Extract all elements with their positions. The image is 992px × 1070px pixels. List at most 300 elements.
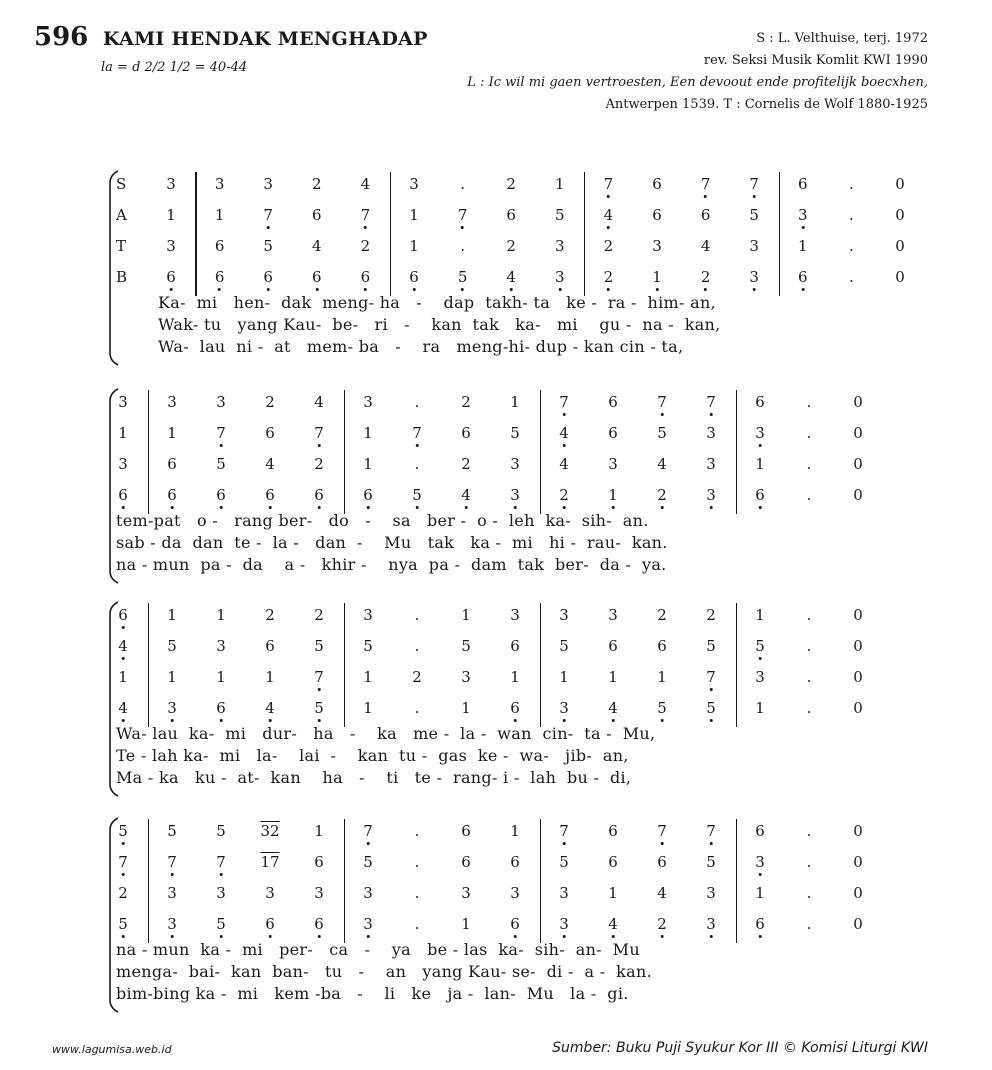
note: 1 — [409, 206, 419, 224]
bar-line — [195, 172, 196, 203]
bar-line — [584, 265, 585, 296]
voice-label: T — [116, 237, 127, 255]
note: 6 — [510, 853, 520, 871]
low-octave-dot — [121, 842, 124, 845]
note: 7 — [263, 206, 273, 224]
note: 4 — [657, 884, 667, 902]
bar-line — [344, 483, 345, 514]
bar-line — [736, 696, 737, 727]
lyric-line: na - mun pa - da a - khir - nya pa - dam tak ber- da - ya. — [116, 555, 667, 574]
low-octave-dot — [364, 226, 367, 229]
bar-line — [736, 483, 737, 514]
note: 2 — [265, 393, 275, 411]
low-octave-dot — [513, 719, 516, 722]
note: 1 — [167, 606, 177, 624]
bar-line — [779, 265, 780, 296]
bar-line — [148, 912, 149, 943]
low-octave-dot — [317, 444, 320, 447]
note: 3 — [559, 699, 569, 717]
note: 4 — [608, 699, 618, 717]
low-octave-dot — [317, 688, 320, 691]
note: 6 — [216, 486, 226, 504]
note: 1 — [461, 699, 471, 717]
note: 1 — [510, 668, 520, 686]
note: 7 — [458, 206, 468, 224]
note: 7 — [706, 393, 716, 411]
low-octave-dot — [562, 444, 565, 447]
note: 3 — [706, 455, 716, 473]
low-octave-dot — [218, 288, 221, 291]
note: 6 — [755, 822, 765, 840]
source-note: Sumber: Buku Puji Syukur Kor III © Komisi Liturgi KWI — [552, 1040, 928, 1056]
bar-line — [390, 234, 391, 265]
low-octave-dot — [219, 873, 222, 876]
bar-line — [344, 390, 345, 421]
low-octave-dot — [758, 935, 761, 938]
bar-line — [148, 819, 149, 850]
note: 5 — [118, 822, 128, 840]
note: 32 — [260, 822, 280, 840]
note: 6 — [214, 237, 225, 255]
bar-line — [540, 603, 541, 634]
note: 6 — [314, 853, 324, 871]
note: 6 — [755, 915, 765, 933]
low-octave-dot — [513, 935, 516, 938]
note: 6 — [700, 206, 711, 224]
low-octave-dot — [366, 506, 369, 509]
note: 2 — [461, 393, 471, 411]
low-octave-dot — [562, 719, 565, 722]
note: 3 — [798, 206, 808, 224]
low-octave-dot — [660, 506, 663, 509]
note: 6 — [755, 393, 765, 411]
note: 6 — [265, 486, 275, 504]
note: 4 — [700, 237, 711, 255]
note: 7 — [361, 206, 371, 224]
note: 7 — [604, 175, 614, 193]
lyric-line: sab - da dan te - la - dan - Mu tak ka - mi hi - rau- kan. — [116, 533, 668, 552]
bar-line — [779, 234, 780, 265]
low-octave-dot — [709, 688, 712, 691]
note: 1 — [265, 668, 275, 686]
note: 1 — [363, 455, 373, 473]
note: 3 — [216, 393, 226, 411]
low-octave-dot — [121, 626, 124, 629]
bar-line — [540, 390, 541, 421]
note: 2 — [314, 606, 324, 624]
note: 6 — [657, 637, 667, 655]
note: 3 — [749, 268, 759, 286]
note: 6 — [798, 175, 808, 193]
note: 6 — [314, 915, 324, 933]
note: 0 — [853, 637, 863, 655]
low-octave-dot — [607, 226, 610, 229]
low-octave-dot — [364, 288, 367, 291]
bar-line — [390, 265, 391, 296]
bar-line — [584, 234, 585, 265]
note: . — [414, 699, 420, 717]
bar-line — [344, 421, 345, 452]
bar-line — [148, 452, 149, 483]
bar-line — [148, 603, 149, 634]
bar-line — [540, 483, 541, 514]
note: 1 — [214, 206, 225, 224]
note: 7 — [216, 424, 226, 442]
note: 3 — [167, 699, 177, 717]
note: 3 — [263, 175, 273, 193]
note: 0 — [853, 606, 863, 624]
note: 1 — [608, 668, 618, 686]
low-octave-dot — [121, 935, 124, 938]
note: 7 — [657, 822, 667, 840]
note: 0 — [853, 424, 863, 442]
website-link[interactable]: www.lagumisa.web.id — [52, 1043, 172, 1056]
note: 6 — [167, 455, 177, 473]
note: 1 — [314, 822, 324, 840]
low-octave-dot — [558, 288, 561, 291]
note: 7 — [559, 822, 569, 840]
bar-line — [148, 390, 149, 421]
note: 5 — [559, 637, 569, 655]
note: 5 — [167, 822, 177, 840]
note: . — [806, 853, 812, 871]
low-octave-dot — [415, 444, 418, 447]
note: 1 — [755, 884, 765, 902]
note: 3 — [652, 237, 662, 255]
lyric-line: Wa- lau ni - at mem- ba - ra meng-hi- dup - kan cin - ta, — [158, 337, 684, 356]
note: 1 — [118, 668, 128, 686]
note: 3 — [706, 424, 716, 442]
bar-line — [736, 665, 737, 696]
note: . — [414, 606, 420, 624]
tempo-marking: la = d 2/2 1/2 = 40-44 — [101, 60, 248, 75]
low-octave-dot — [801, 288, 804, 291]
low-octave-dot — [170, 873, 173, 876]
note: 1 — [409, 237, 419, 255]
note: 5 — [167, 637, 177, 655]
note: 2 — [118, 884, 128, 902]
note: 0 — [895, 206, 905, 224]
lyric-line: Ma - ka ku - at- kan ha - ti te - rang- i - lah bu - di, — [116, 768, 632, 787]
low-octave-dot — [267, 226, 270, 229]
note: 5 — [555, 206, 565, 224]
bar-line — [390, 172, 391, 203]
low-octave-dot — [268, 935, 271, 938]
credit-revision: rev. Seksi Musik Komlit KWI 1990 — [703, 53, 928, 68]
bar-line — [736, 912, 737, 943]
voice-label: A — [116, 206, 127, 224]
note: 3 — [510, 455, 520, 473]
note: 3 — [166, 237, 176, 255]
lyric-line: tem-pat o - rang ber- do - sa ber - o - leh ka- sih- an. — [116, 511, 649, 530]
note: 3 — [510, 486, 520, 504]
low-octave-dot — [267, 288, 270, 291]
note: 1 — [608, 486, 618, 504]
note: 1 — [363, 668, 373, 686]
bar-line — [344, 603, 345, 634]
note: . — [414, 637, 420, 655]
bar-line — [736, 603, 737, 634]
low-octave-dot — [709, 506, 712, 509]
note: 6 — [312, 268, 322, 286]
note: 1 — [118, 424, 128, 442]
note: 3 — [166, 175, 176, 193]
bar-line — [540, 634, 541, 665]
note: 3 — [559, 915, 569, 933]
note: 7 — [749, 175, 759, 193]
note: . — [806, 393, 812, 411]
note: 5 — [657, 699, 667, 717]
bar-line — [736, 850, 737, 881]
note: 4 — [265, 455, 275, 473]
note: 0 — [853, 455, 863, 473]
low-octave-dot — [562, 935, 565, 938]
note: 2 — [412, 668, 422, 686]
note: 0 — [853, 699, 863, 717]
note: 7 — [706, 668, 716, 686]
note: . — [806, 424, 812, 442]
note: 0 — [853, 668, 863, 686]
low-octave-dot — [412, 288, 415, 291]
note: 0 — [853, 915, 863, 933]
note: 4 — [118, 637, 128, 655]
note: . — [806, 455, 812, 473]
bar-line — [148, 483, 149, 514]
note: 1 — [167, 668, 177, 686]
hymn-number: 596 — [34, 22, 89, 52]
note: 7 — [706, 822, 716, 840]
note: 2 — [657, 486, 667, 504]
note: 6 — [263, 268, 273, 286]
note: 6 — [118, 606, 128, 624]
low-octave-dot — [461, 226, 464, 229]
note: 1 — [798, 237, 808, 255]
note: 4 — [559, 424, 569, 442]
note: 5 — [559, 853, 569, 871]
note: 1 — [166, 206, 176, 224]
low-octave-dot — [611, 935, 614, 938]
low-octave-dot — [758, 506, 761, 509]
note: 7 — [167, 853, 177, 871]
note: 6 — [461, 853, 471, 871]
lyric-line: bim-bing ka - mi kem -ba - li ke ja - lan- Mu la - gi. — [116, 984, 629, 1003]
note: 7 — [701, 175, 711, 193]
note: 2 — [314, 455, 324, 473]
low-octave-dot — [562, 506, 565, 509]
note: 6 — [409, 268, 419, 286]
note: 6 — [755, 486, 765, 504]
note: 2 — [657, 915, 667, 933]
bar-line — [344, 634, 345, 665]
note: 1 — [652, 268, 662, 286]
note: 0 — [853, 884, 863, 902]
bar-line — [148, 881, 149, 912]
note: . — [460, 175, 465, 193]
note: 6 — [608, 853, 618, 871]
note: 4 — [461, 486, 471, 504]
note: 7 — [216, 853, 226, 871]
bar-line — [540, 696, 541, 727]
note: 3 — [214, 175, 225, 193]
note: . — [849, 206, 854, 224]
note: 1 — [559, 668, 569, 686]
note: 3 — [461, 884, 471, 902]
low-octave-dot — [121, 873, 124, 876]
note: . — [414, 393, 420, 411]
note: 4 — [118, 699, 128, 717]
note: . — [806, 668, 812, 686]
bar-line — [195, 203, 196, 234]
note: 3 — [363, 884, 373, 902]
note: 0 — [895, 268, 905, 286]
note: 4 — [360, 175, 371, 193]
note: 1 — [755, 606, 765, 624]
note: 3 — [559, 884, 569, 902]
note: 6 — [215, 268, 225, 286]
note: 3 — [755, 424, 765, 442]
note: 5 — [706, 853, 716, 871]
note: . — [414, 853, 420, 871]
low-octave-dot — [366, 935, 369, 938]
bar-line — [148, 850, 149, 881]
note: . — [460, 237, 465, 255]
low-octave-dot — [461, 288, 464, 291]
low-octave-dot — [611, 506, 614, 509]
low-octave-dot — [801, 226, 804, 229]
note: . — [806, 637, 812, 655]
note: 7 — [314, 668, 324, 686]
note: 6 — [510, 699, 520, 717]
note: 6 — [510, 915, 520, 933]
note: 6 — [608, 637, 618, 655]
note: 1 — [755, 455, 765, 473]
note: 2 — [559, 486, 569, 504]
low-octave-dot — [121, 719, 124, 722]
note: 6 — [118, 486, 128, 504]
note: 5 — [216, 822, 226, 840]
note: 3 — [749, 237, 759, 255]
bar-line — [195, 234, 196, 265]
bar-line — [344, 881, 345, 912]
note: 1 — [510, 393, 520, 411]
low-octave-dot — [562, 413, 565, 416]
note: 2 — [506, 237, 516, 255]
note: 6 — [461, 424, 471, 442]
note: 3 — [755, 853, 765, 871]
bar-line — [344, 912, 345, 943]
voice-label: B — [116, 268, 128, 286]
note: 2 — [312, 175, 322, 193]
low-octave-dot — [660, 935, 663, 938]
note: 5 — [412, 486, 422, 504]
note: 1 — [461, 606, 471, 624]
note: 5 — [216, 915, 226, 933]
note: 7 — [314, 424, 324, 442]
note: 5 — [706, 699, 716, 717]
hymn-title: KAMI HENDAK MENGHADAP — [103, 28, 428, 50]
bar-line — [344, 819, 345, 850]
bar-line — [195, 265, 196, 296]
note: 6 — [363, 486, 373, 504]
note: 5 — [263, 237, 273, 255]
note: 3 — [608, 606, 618, 624]
low-octave-dot — [758, 657, 761, 660]
note: 5 — [706, 637, 716, 655]
note: 17 — [260, 853, 280, 871]
note: 6 — [216, 699, 226, 717]
note: 4 — [506, 268, 516, 286]
bar-line — [736, 634, 737, 665]
note: 4 — [657, 455, 667, 473]
bar-line — [540, 912, 541, 943]
lyric-line: menga- bai- kan ban- tu - an yang Kau- se- di - a - kan. — [116, 962, 652, 981]
low-octave-dot — [219, 506, 222, 509]
note: 6 — [510, 637, 520, 655]
bar-line — [584, 172, 585, 203]
note: 1 — [363, 699, 373, 717]
bar-line — [390, 203, 391, 234]
note: 1 — [657, 668, 667, 686]
bar-line — [779, 203, 780, 234]
note: 2 — [603, 237, 614, 255]
low-octave-dot — [317, 935, 320, 938]
note: 2 — [360, 237, 371, 255]
note: . — [849, 268, 854, 286]
note: . — [414, 822, 420, 840]
low-octave-dot — [513, 506, 516, 509]
note: 7 — [657, 393, 667, 411]
bar-line — [736, 390, 737, 421]
low-octave-dot — [660, 719, 663, 722]
bar-line — [540, 452, 541, 483]
bar-line — [344, 696, 345, 727]
bar-line — [736, 421, 737, 452]
note: 3 — [118, 393, 128, 411]
bar-line — [779, 172, 780, 203]
note: 0 — [853, 393, 863, 411]
low-octave-dot — [121, 657, 124, 660]
low-octave-dot — [121, 506, 124, 509]
lyric-line: Wak- tu yang Kau- be- ri - kan tak ka- mi gu - na - kan, — [158, 315, 721, 334]
note: 2 — [701, 268, 711, 286]
note: 6 — [657, 853, 667, 871]
note: 3 — [555, 237, 565, 255]
note: 2 — [657, 606, 667, 624]
note: . — [414, 455, 420, 473]
note: 4 — [604, 206, 614, 224]
note: 1 — [216, 606, 226, 624]
low-octave-dot — [268, 506, 271, 509]
note: 5 — [657, 424, 667, 442]
note: 3 — [559, 606, 569, 624]
note: 6 — [608, 822, 618, 840]
low-octave-dot — [655, 288, 658, 291]
note: 3 — [706, 884, 716, 902]
note: 2 — [604, 268, 614, 286]
low-octave-dot — [704, 288, 707, 291]
low-octave-dot — [753, 288, 756, 291]
note: . — [806, 606, 812, 624]
note: 7 — [412, 424, 422, 442]
low-octave-dot — [709, 719, 712, 722]
note: 2 — [461, 455, 471, 473]
note: 4 — [265, 699, 275, 717]
note: 5 — [458, 268, 468, 286]
note: 3 — [461, 668, 471, 686]
note: 6 — [652, 175, 662, 193]
note: 2 — [506, 175, 516, 193]
note: 1 — [216, 668, 226, 686]
